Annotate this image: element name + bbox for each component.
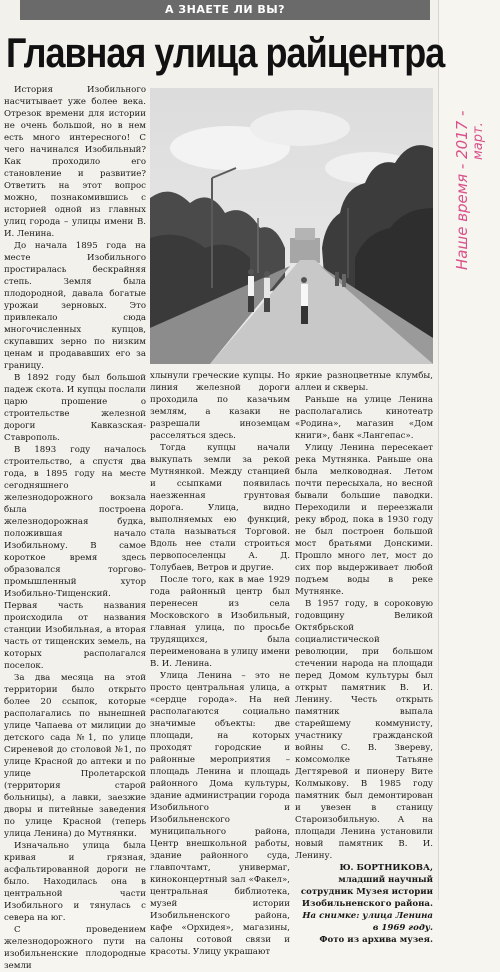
handwritten-note [443, 70, 489, 510]
photo-caption: На снимке: улица Ленина в 1969 году. [302, 911, 433, 933]
author-title: младший научный сотрудник Музея истории Изобильненского района. [300, 875, 433, 909]
paragraph: Улицу Ленина пересекает река Мутнянка. Раньше она была мелководная. Летом почти пересыхала, но весной бывали большие паводки. Переходили и переезжали реку вброд, пока в 1930 году не был построен большой мост братьями Донскими. Прошло много лет, мост до сих пор выдерживает любой подъем воды в реке Мутнянке. [295, 443, 433, 597]
paragraph: Тогда купцы начали выкупать земли за рекой Мутнянкой. Между станцией и ссыпками появилась наезженная грунтовая дорога. Улица, видно выполняемых ею функций, стала называться Торговой. Вдоль нее стали строиться первопоселенцы А. Д. Толубаев, Ветров и другие. [150, 443, 290, 573]
paragraph: В 1892 году был большой падеж скота. И купцы послали царю прошение о строительстве железной дороги Кавказская-Ставрополь. [4, 373, 146, 443]
article-headline: Главная улица райцентра [6, 29, 445, 77]
paragraph: яркие разноцветные клумбы, аллеи и скверы. [295, 371, 433, 393]
street-photo-image [150, 88, 433, 364]
author-name: Ю. БОРТНИКОВА, [339, 863, 433, 873]
paragraph: История Изобильного насчитывает уже более века. Отрезок времени для истории не очень большой, но в нем есть много интересного! С чего начинался Изобильный? Как проходило его становление и развитие? Ответить на этот вопрос можно, познакомившись с историей одной из главных улиц города – улицы имени В. И. Ленина. [4, 85, 146, 239]
paragraph: В 1957 году, в сороковую годовщину Великой Октябрьской социалистической революции, при большом стечении народа на площади перед Домом культуры был открыт памятник В. И. Ленину. Честь открыть памятник выпала старейшему коммунисту, участнику гражданской войны С. В. Звереву, комсомолке Татьяне Дегтяревой и пионеру Вите Колмыкову. В 1985 году памятник был демонтирован и увезен в станицу Староизобильную. А на площади Ленина установили новый памятник В. И. Ленину. [295, 599, 433, 861]
street-photo [150, 88, 433, 364]
paragraph: До начала 1895 года на месте Изобильного простиралась бескрайняя степь. Земля была плодородной, давала богатые урожаи зерновых. Это привлекало сюда многочисленных купцов, скупавших зерно по низким ценам и продававших его за границу. [4, 241, 146, 371]
article-column-2 [150, 370, 290, 957]
article-column-3 [295, 370, 433, 945]
paragraph: После того, как в мае 1929 года районный центр был перенесен из села Московского в Изобильный, главная улица, по просьбе трудящихся, была переименована в улицу имени В. И. Ленина. [150, 575, 290, 669]
paragraph: Изначально улица была кривая и грязная, асфальтированной дороги не было. Находилась она в центральной части Изобильного и тянулась с севера на юг. [4, 841, 146, 923]
section-rubric: А ЗНАЕТЕ ЛИ ВЫ? [20, 0, 430, 20]
handwritten-date: Наше время - 2017 - [453, 110, 471, 270]
handwritten-month: март. [471, 122, 486, 160]
paragraph: За два месяца на этой территории было открыто более 20 ссыпок, которые располагались по нынешней улице Чапаева от милиции до детского сада №1, по улице Сиреневой до столовой №1, по улице Красной до аптеки и по улице Пролетарской (территория старой больницы), а лавки, заезжие дворы и питейные заведения по улице Красной (теперь улица Ленина) до Мутнянки. [4, 673, 146, 839]
paragraph: Раньше на улице Ленина располагались кинотеатр «Родина», магазин «Дом книги», банк «Лангепас». [295, 395, 433, 441]
paragraph: хлынули греческие купцы. Но линия железной дороги проходила по казачьим землям, а казаки не разрешали иноземцам расселяться здесь. [150, 371, 290, 441]
photo-credit: Фото из архива музея. [319, 935, 433, 945]
paragraph: В 1893 году началось строительство, а спустя два года, в 1895 году на месте сегодняшнего железнодорожного вокзала была построена железнодорожная будка, положившая начало Изобильному. В самое короткое время здесь образовался торгово-промышленный хутор Изобильно-Тищенский. Первая часть названия происходила от названия станции Изобильная, а вторая часть от тищенских земель, на которых располагался поселок. [4, 445, 146, 671]
paragraph: С проведением железнодорожного пути на изобильненские плодородные земли [4, 925, 146, 971]
article-column-1 [4, 84, 146, 971]
paragraph: Улица Ленина – это не просто центральная улица, а «сердце города». На ней располагаются социально значимые объекты: две площади, на которых проходят городские и районные мероприятия – площадь Ленина и площадь районного Дома культуры, здание администрации города Изобильного и Изобильненского муниципального района, Центр внешкольной работы, здание районного суда, главпочтамт, универмаг, киноконцертный зал «Факел», центральная библиотека, музей истории Изобильненского района, кафе «Орхидея», магазины, салоны сотовой связи и красоты. Улицу украшают [150, 671, 290, 957]
